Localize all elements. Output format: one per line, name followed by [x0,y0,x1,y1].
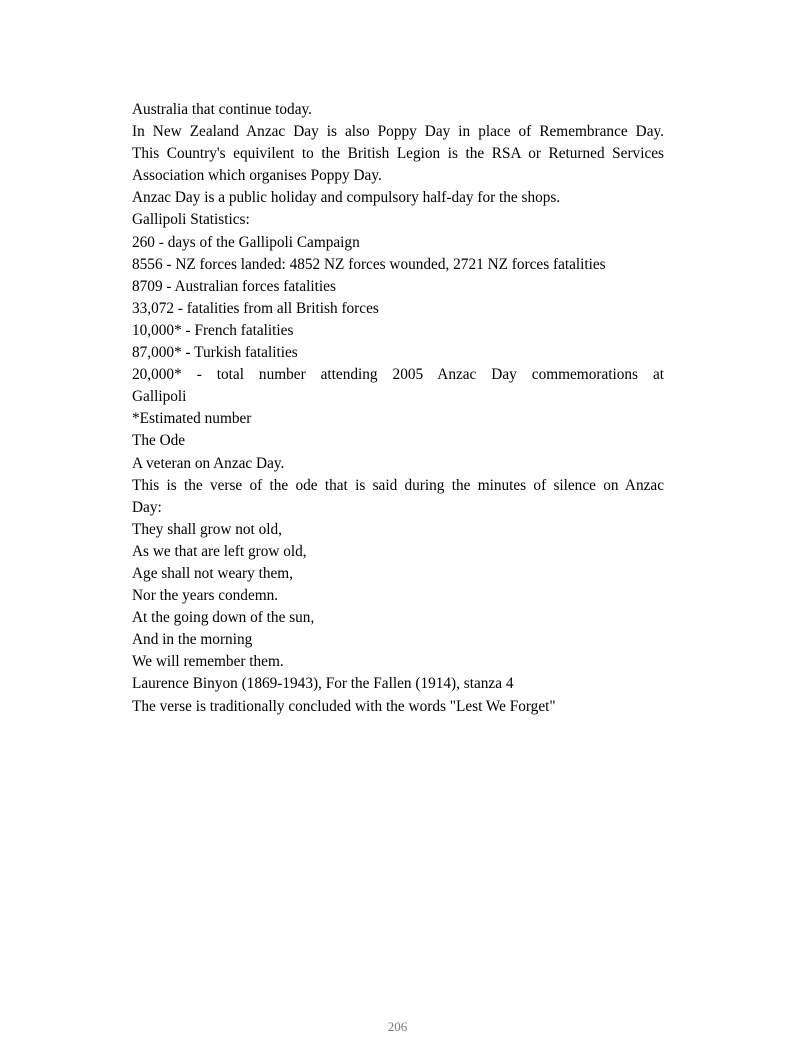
text-line: Day: [132,498,162,516]
text-line: 20,000* - total number attending 2005 Anzac Day commemorations at [132,366,664,384]
text-line: The verse is traditionally concluded with the words "Lest We Forget" [132,697,556,715]
text-line: *Estimated number [132,410,252,428]
text-line: A veteran on Anzac Day. [132,454,285,472]
text-line: This is the verse of the ode that is said during the minutes of silence on Anzac [132,476,664,494]
text-line: Laurence Binyon (1869-1943), For the Fallen (1914), stanza 4 [132,675,514,693]
text-line: 87,000* - Turkish fatalities [132,344,298,362]
text-line: 33,072 - fatalities from all British forces [132,299,379,317]
text-line: In New Zealand Anzac Day is also Poppy Day in place of Remembrance Day. [132,123,664,141]
text-line: 260 - days of the Gallipoli Campaign [132,233,360,251]
text-line: Australia that continue today. [132,101,312,118]
text-line: And in the morning [132,631,253,649]
text-line: 10,000* - French fatalities [132,321,294,339]
text-line: We will remember them. [132,653,284,671]
text-line: This Country's equivilent to the British Legion is the RSA or Returned Services [132,145,664,163]
text-line: Association which organises Poppy Day. [132,167,382,185]
text-line: Gallipoli Statistics: [132,211,250,229]
text-line: Age shall not weary them, [132,564,293,582]
text-line: 8709 - Australian forces fatalities [132,277,336,295]
page-number: 206 [387,1019,408,1034]
text-line: Gallipoli [132,388,187,406]
text-line: They shall grow not old, [132,520,282,538]
text-line: The Ode [132,432,186,450]
text-line: Anzac Day is a public holiday and compulsory half-day for the shops. [132,189,561,207]
text-line: Nor the years condemn. [132,587,279,605]
text-line: As we that are left grow old, [132,542,307,560]
text-line: 8556 - NZ forces landed: 4852 NZ forces wounded, 2721 NZ forces fatalities [132,255,606,273]
text-line: At the going down of the sun, [132,609,315,627]
body-text [132,99,664,718]
